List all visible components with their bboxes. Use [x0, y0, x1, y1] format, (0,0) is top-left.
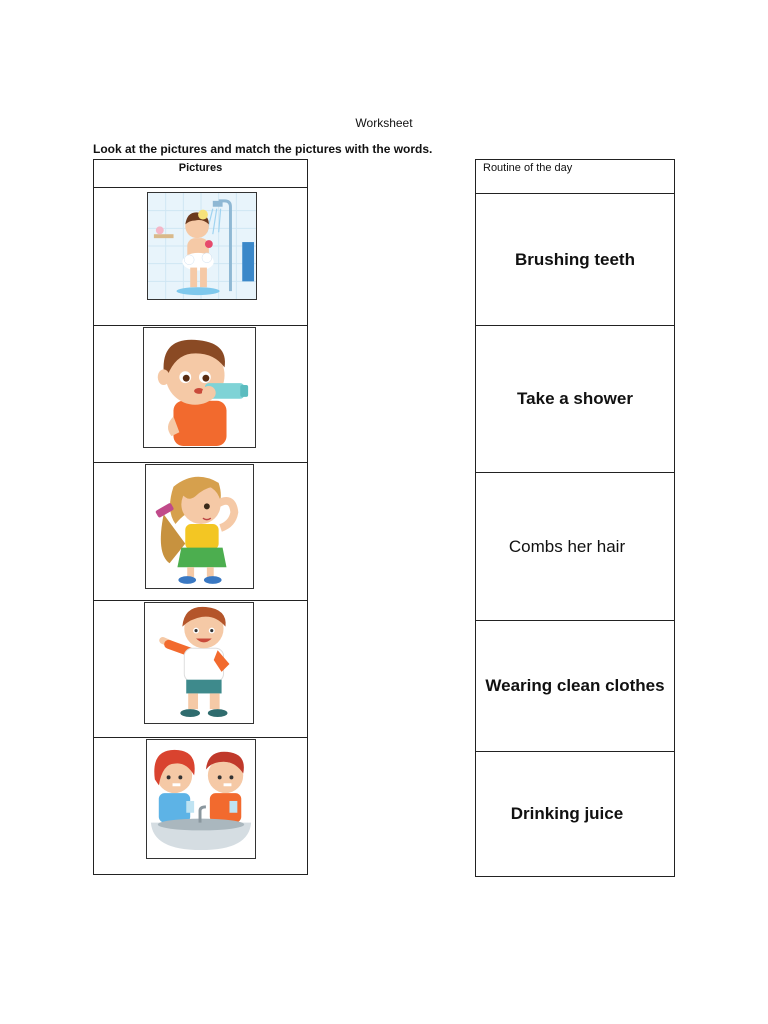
pictures-table — [93, 159, 308, 875]
picture-row — [94, 600, 307, 738]
routine-label: Drinking juice — [510, 804, 624, 823]
routine-row — [476, 325, 674, 472]
picture-row — [94, 187, 307, 325]
worksheet-title: Worksheet — [355, 116, 413, 130]
boy-dressed-icon — [144, 602, 254, 724]
girl-combing-hair-icon — [145, 464, 254, 589]
picture-row — [94, 462, 307, 600]
worksheet-instruction: Look at the pictures and match the pictures with the words. — [93, 142, 433, 156]
shower-child-icon — [147, 192, 257, 300]
kids-brushing-teeth-icon — [146, 739, 256, 859]
pictures-header: Pictures — [178, 162, 223, 174]
routine-label: Take a shower — [517, 389, 633, 408]
routine-table — [475, 159, 675, 877]
routine-row — [476, 751, 674, 876]
routine-row — [476, 472, 674, 620]
picture-row — [94, 325, 307, 463]
routine-row — [476, 193, 674, 325]
routine-label: Brushing teeth — [515, 249, 635, 269]
picture-row — [94, 737, 307, 875]
routine-label: Wearing clean clothes — [485, 676, 665, 695]
routine-row — [476, 620, 674, 751]
routine-label: Combs her hair — [508, 536, 626, 556]
boy-drinking-juice-icon — [143, 327, 256, 448]
routine-header: Routine of the day — [483, 162, 573, 174]
